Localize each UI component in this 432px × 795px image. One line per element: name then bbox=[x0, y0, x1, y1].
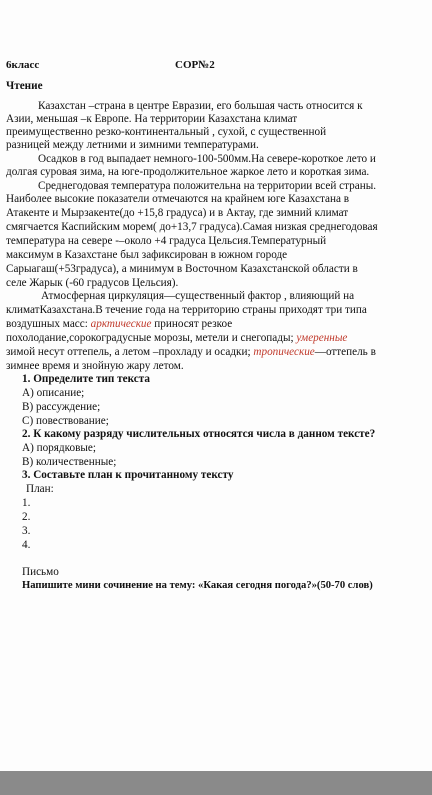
text-line: зимнее время и знойную жару летом. bbox=[6, 360, 184, 372]
grade-label: 6класс bbox=[6, 59, 40, 71]
plan-item: 3. bbox=[22, 525, 31, 537]
bottom-bar bbox=[0, 771, 432, 795]
air-mass-tropical: тропические bbox=[253, 346, 315, 358]
text-line: разницей между летними и зимними температурами. bbox=[6, 139, 259, 151]
question-2-title: 2. К какому разряду числительных относятся числа в данном тексте? bbox=[22, 428, 376, 440]
text-fragment: приносят резкое bbox=[151, 318, 233, 330]
writing-label: Письмо bbox=[22, 566, 59, 578]
plan-item: 1. bbox=[22, 497, 31, 509]
text-line: преимущественно резко-континентальный , сухой, с существенной bbox=[6, 126, 327, 138]
text-line: Азии, меньшая –к Европе. На территории Казахстана климат bbox=[6, 113, 298, 125]
writing-task: Напишите мини сочинение на тему: «Какая сегодня погода?»(50-70 слов) bbox=[22, 580, 373, 591]
answer-option: С) повествование; bbox=[22, 415, 109, 427]
answer-option: А) порядковые; bbox=[22, 442, 96, 454]
text-line: Наиболее высокие показатели отмечаются на крайнем юге Казахстана в bbox=[6, 193, 350, 205]
text-line: смягчается Каспийским морем( до+13,7 градуса).Самая низкая среднегодовая bbox=[6, 221, 378, 233]
answer-option: А) описание; bbox=[22, 387, 85, 399]
section-reading-title: Чтение bbox=[6, 80, 43, 92]
text-line: Казахстан –страна в центре Евразии, его большая часть относится к bbox=[38, 100, 363, 112]
work-number: СОР№2 bbox=[175, 59, 215, 71]
text-line: Атакенте и Мырзакенте(до +15,8 градуса) и в Актау, где зимний климат bbox=[6, 207, 349, 219]
text-line bbox=[6, 332, 347, 345]
plan-item: 4. bbox=[22, 539, 31, 551]
air-mass-temperate: умеренные bbox=[296, 332, 348, 344]
text-line: температура на севере -–около +4 градуса Цельсия.Температурный bbox=[6, 235, 327, 247]
question-3-title: 3. Составьте план к прочитанному тексту bbox=[22, 469, 234, 481]
text-line: климатКазахстана.В течение года на территорию страны приходят три типа bbox=[6, 304, 367, 316]
text-line: долгая суровая зима, на юге-продолжительное жаркое лето и короткая зима. bbox=[6, 166, 370, 178]
answer-option: В) рассуждение; bbox=[22, 401, 101, 413]
plan-item: 2. bbox=[22, 511, 31, 523]
plan-label: План: bbox=[26, 483, 54, 495]
text-line bbox=[6, 346, 376, 359]
text-line: Атмосферная циркуляция—существенный фактор , влияющий на bbox=[41, 290, 355, 302]
text-fragment: похолодание,сорокоградусные морозы, метели и снегопады; bbox=[6, 332, 297, 344]
question-1-title: 1. Определите тип текста bbox=[22, 373, 150, 385]
text-fragment: воздушных масс: bbox=[6, 318, 91, 330]
text-line: максимум в Казахстане был зафиксирован в южном городе bbox=[6, 249, 288, 261]
text-line: Осадков в год выпадает немного-100-500мм.На севере-короткое лето и bbox=[38, 153, 376, 165]
text-line: селе Жарык (-60 градусов Цельсия). bbox=[6, 277, 179, 289]
text-line: Среднегодовая температура положительна на территории всей страны. bbox=[38, 180, 377, 192]
air-mass-arctic: арктические bbox=[90, 318, 152, 330]
text-line bbox=[6, 318, 232, 331]
text-line: Сарыагаш(+53градуса), а минимум в Восточном Казахстанской области в bbox=[6, 263, 358, 275]
answer-option: В) количественные; bbox=[22, 456, 117, 468]
text-fragment: зимой несут оттепель, а летом –прохладу и осадки; bbox=[6, 346, 254, 358]
text-fragment: —оттепель в bbox=[314, 346, 376, 358]
